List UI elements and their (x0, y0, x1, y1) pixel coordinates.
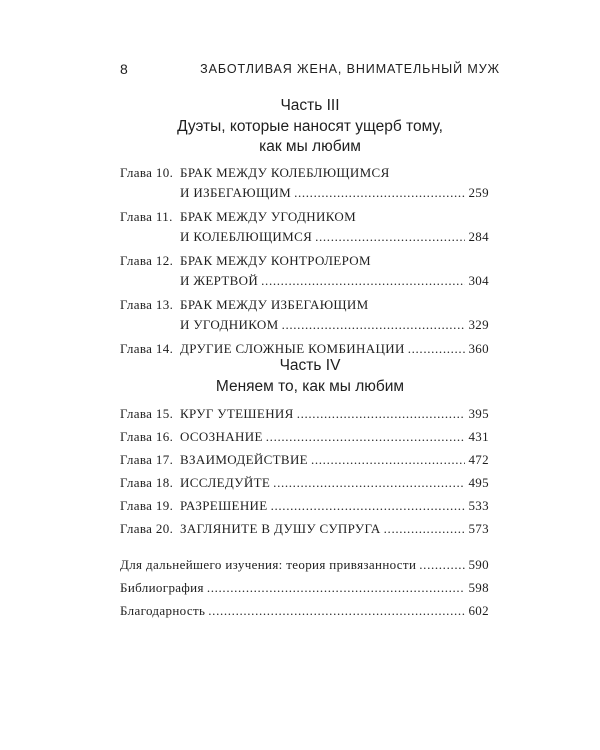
chapter-label: Глава 19. (120, 498, 174, 513)
chapter-title: ДРУГИЕ СЛОЖНЫЕ КОМБИНАЦИИ (180, 341, 405, 356)
toc-entry-chapter-13[interactable] (120, 295, 489, 335)
page-ref: 395 (468, 406, 489, 421)
page-ref: 598 (468, 580, 489, 595)
chapter-label: Глава 17. (120, 452, 174, 467)
toc-entry-chapter-12[interactable] (120, 251, 489, 291)
part-4-heading (120, 356, 500, 397)
toc-entry-bibliography[interactable] (120, 576, 489, 599)
page-ref: 533 (468, 498, 489, 513)
chapter-label: Глава 12. (120, 253, 174, 268)
toc-entry-chapter-20[interactable] (120, 517, 489, 540)
page-ref: 602 (468, 603, 489, 618)
part-4-title: Меняем то, как мы любим (215, 377, 405, 395)
chapter-label: Глава 13. (120, 297, 174, 312)
page-ref: 431 (468, 429, 489, 444)
dot-leader (208, 599, 465, 622)
dot-leader (282, 315, 466, 335)
dot-leader (273, 471, 465, 494)
chapter-title-cont: И ИЗБЕГАЮЩИМ (180, 185, 292, 200)
page-ref: 360 (468, 341, 489, 356)
dot-leader (311, 448, 465, 471)
toc-entry-chapter-17[interactable] (120, 448, 489, 471)
chapter-label: Глава 15. (120, 406, 174, 421)
toc-entry-chapter-11[interactable] (120, 207, 489, 247)
page-ref: 472 (468, 452, 489, 467)
toc-entry-chapter-10[interactable] (120, 163, 489, 203)
toc-entry-chapter-19[interactable] (120, 494, 489, 517)
dot-leader (315, 227, 465, 247)
toc-entry-acknowledgements[interactable] (120, 599, 489, 622)
dot-leader (271, 494, 466, 517)
part-3-toc (120, 163, 489, 363)
dot-leader (266, 425, 466, 448)
page-ref: 259 (468, 185, 489, 200)
running-header (120, 62, 500, 78)
chapter-title: КРУГ УТЕШЕНИЯ (180, 406, 294, 421)
chapter-title: БРАК МЕЖДУ ИЗБЕГАЮЩИМ (180, 297, 369, 312)
dot-leader (294, 183, 465, 203)
toc-entry-chapter-18[interactable] (120, 471, 489, 494)
chapter-label: Глава 14. (120, 341, 174, 356)
chapter-title: БРАК МЕЖДУ КОНТРОЛЕРОМ (180, 253, 371, 268)
chapter-label: Глава 10. (120, 165, 174, 180)
chapter-label: Глава 11. (120, 209, 173, 224)
chapter-title-cont: И КОЛЕБЛЮЩИМСЯ (180, 229, 313, 244)
running-title: ЗАБОТЛИВАЯ ЖЕНА, ВНИМАТЕЛЬНЫЙ МУЖ (200, 62, 500, 76)
chapter-title: ОСОЗНАНИЕ (180, 429, 263, 444)
dot-leader (297, 402, 466, 425)
part-4-toc (120, 402, 489, 540)
chapter-title: ЗАГЛЯНИТЕ В ДУШУ СУПРУГА (180, 521, 381, 536)
chapter-title-cont: И ЖЕРТВОЙ (180, 273, 259, 288)
page-ref: 329 (468, 317, 489, 332)
back-matter-toc (120, 553, 489, 622)
dot-leader (207, 576, 466, 599)
part-4-label: Часть IV (279, 357, 341, 374)
chapter-label: Глава 18. (120, 475, 174, 490)
page-ref: 573 (468, 521, 489, 536)
chapter-title: РАЗРЕШЕНИЕ (180, 498, 268, 513)
dot-leader (384, 517, 466, 540)
entry-title: Для дальнейшего изучения: теория привязанности (120, 557, 417, 572)
toc-entry-chapter-15[interactable] (120, 402, 489, 425)
toc-entry-chapter-16[interactable] (120, 425, 489, 448)
chapter-title: БРАК МЕЖДУ КОЛЕБЛЮЩИМСЯ (180, 165, 390, 180)
page-ref: 590 (468, 557, 489, 572)
entry-title: Благодарность (120, 603, 206, 618)
part-3-title-line-2: как мы любим (259, 138, 361, 155)
entry-title: Библиография (120, 580, 204, 595)
part-3-label: Часть III (280, 97, 340, 114)
page-ref: 304 (468, 273, 489, 288)
chapter-label: Глава 16. (120, 429, 174, 444)
page-number: 8 (120, 61, 128, 77)
toc-entry-further-study[interactable] (120, 553, 489, 576)
chapter-title: БРАК МЕЖДУ УГОДНИКОМ (180, 209, 357, 224)
page-ref: 495 (468, 475, 489, 490)
dot-leader (419, 553, 465, 576)
page-ref: 284 (468, 229, 489, 244)
chapter-title: ИССЛЕДУЙТЕ (180, 475, 271, 490)
chapter-title: ВЗАИМОДЕЙСТВИЕ (180, 452, 308, 467)
dot-leader (261, 271, 465, 291)
chapter-label: Глава 20. (120, 521, 174, 536)
chapter-title-cont: И УГОДНИКОМ (180, 317, 279, 332)
part-3-heading (120, 96, 500, 158)
part-3-title-line-1: Дуэты, которые наносят ущерб тому, (177, 117, 443, 135)
